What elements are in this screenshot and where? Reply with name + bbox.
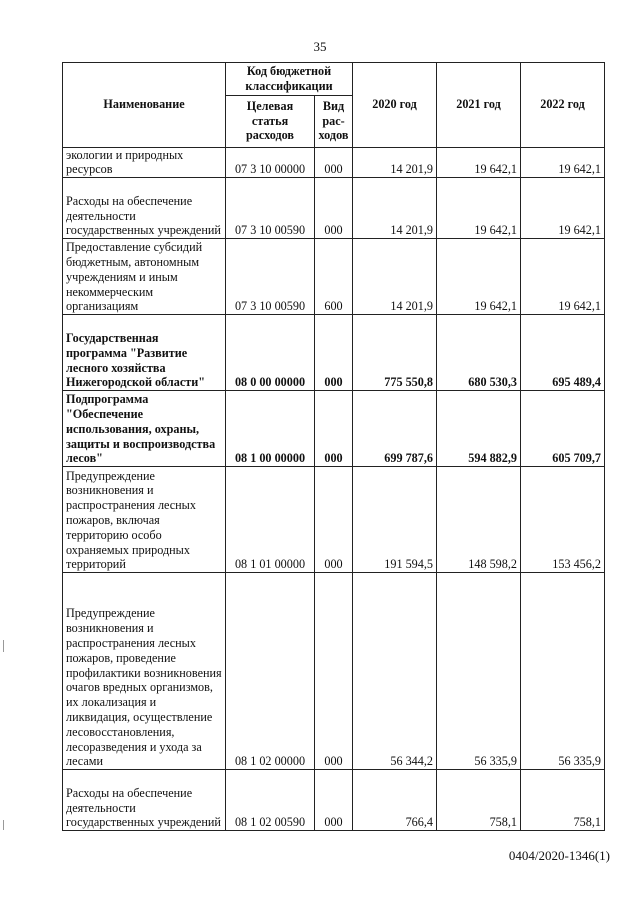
- row-kind: 000: [315, 770, 353, 831]
- row-name: экологии и природных ресурсов: [63, 147, 226, 178]
- header-kind: Вид рас-ходов: [315, 95, 353, 147]
- row-2022: 19 642,1: [521, 147, 605, 178]
- row-kind: 000: [315, 391, 353, 467]
- row-2020: 14 201,9: [353, 147, 437, 178]
- row-2022: 19 642,1: [521, 239, 605, 315]
- row-2022: 153 456,2: [521, 467, 605, 573]
- row-2021: 19 642,1: [437, 239, 521, 315]
- row-2020: 14 201,9: [353, 178, 437, 239]
- row-code: 08 1 02 00000: [226, 573, 315, 770]
- row-code: 08 0 00 00000: [226, 315, 315, 391]
- row-name: Предупреждение возникновения и распространения лесных пожаров, проведение профилактики возникновения очагов вредных организмов, их локализация и ликвидация, осуществление лесовосстановления, лесоразведения и ухода за лесами: [63, 573, 226, 770]
- row-2020: 191 594,5: [353, 467, 437, 573]
- row-2020: 699 787,6: [353, 391, 437, 467]
- row-2020: 56 344,2: [353, 573, 437, 770]
- row-name: Предоставление субсидий бюджетным, автономным учреждениям и иным некоммерческим организациям: [63, 239, 226, 315]
- table-row: [63, 770, 605, 831]
- document-code: 0404/2020-1346(1): [508, 848, 610, 863]
- page-number: 35: [313, 39, 327, 54]
- row-2022: 605 709,7: [521, 391, 605, 467]
- row-code: 07 3 10 00590: [226, 178, 315, 239]
- row-kind: 000: [315, 178, 353, 239]
- row-code: 08 1 01 00000: [226, 467, 315, 573]
- row-code: 08 1 00 00000: [226, 391, 315, 467]
- row-code: 07 3 10 00000: [226, 147, 315, 178]
- row-name: Государственная программа "Развитие лесного хозяйства Нижегородской области": [63, 315, 226, 391]
- row-2022: 758,1: [521, 770, 605, 831]
- table-row: [63, 147, 605, 178]
- row-kind: 000: [315, 147, 353, 178]
- row-2021: 680 530,3: [437, 315, 521, 391]
- row-kind: 000: [315, 573, 353, 770]
- row-name: Подпрограмма "Обеспечение использования, охраны, защиты и воспроизводства лесов": [63, 391, 226, 467]
- row-kind: 600: [315, 239, 353, 315]
- scan-margin-mark: [3, 820, 4, 830]
- header-code-group: Код бюджетной классификации: [226, 63, 353, 96]
- header-2021: 2021 год: [437, 63, 521, 148]
- table-row: [63, 391, 605, 467]
- header-2022: 2022 год: [521, 63, 605, 148]
- row-name: Расходы на обеспечение деятельности государственных учреждений: [63, 178, 226, 239]
- scan-margin-mark: [3, 640, 4, 652]
- table-row: [63, 467, 605, 573]
- table-row: [63, 239, 605, 315]
- row-2021: 594 882,9: [437, 391, 521, 467]
- row-code: 07 3 10 00590: [226, 239, 315, 315]
- row-2020: 766,4: [353, 770, 437, 831]
- row-name: Расходы на обеспечение деятельности государственных учреждений: [63, 770, 226, 831]
- row-kind: 000: [315, 315, 353, 391]
- row-2022: 19 642,1: [521, 178, 605, 239]
- row-2021: 758,1: [437, 770, 521, 831]
- budget-table: [62, 62, 605, 831]
- row-name: Предупреждение возникновения и распространения лесных пожаров, включая территорию особо охраняемых природных территорий: [63, 467, 226, 573]
- table-row: [63, 315, 605, 391]
- header-2020: 2020 год: [353, 63, 437, 148]
- row-2021: 148 598,2: [437, 467, 521, 573]
- row-2020: 775 550,8: [353, 315, 437, 391]
- header-target: Целевая статья расходов: [226, 95, 315, 147]
- row-2021: 19 642,1: [437, 178, 521, 239]
- row-code: 08 1 02 00590: [226, 770, 315, 831]
- row-2022: 56 335,9: [521, 573, 605, 770]
- table-row: [63, 573, 605, 770]
- row-2022: 695 489,4: [521, 315, 605, 391]
- row-2020: 14 201,9: [353, 239, 437, 315]
- header-name: Наименование: [63, 63, 226, 148]
- table-row: [63, 178, 605, 239]
- row-2021: 19 642,1: [437, 147, 521, 178]
- row-kind: 000: [315, 467, 353, 573]
- row-2021: 56 335,9: [437, 573, 521, 770]
